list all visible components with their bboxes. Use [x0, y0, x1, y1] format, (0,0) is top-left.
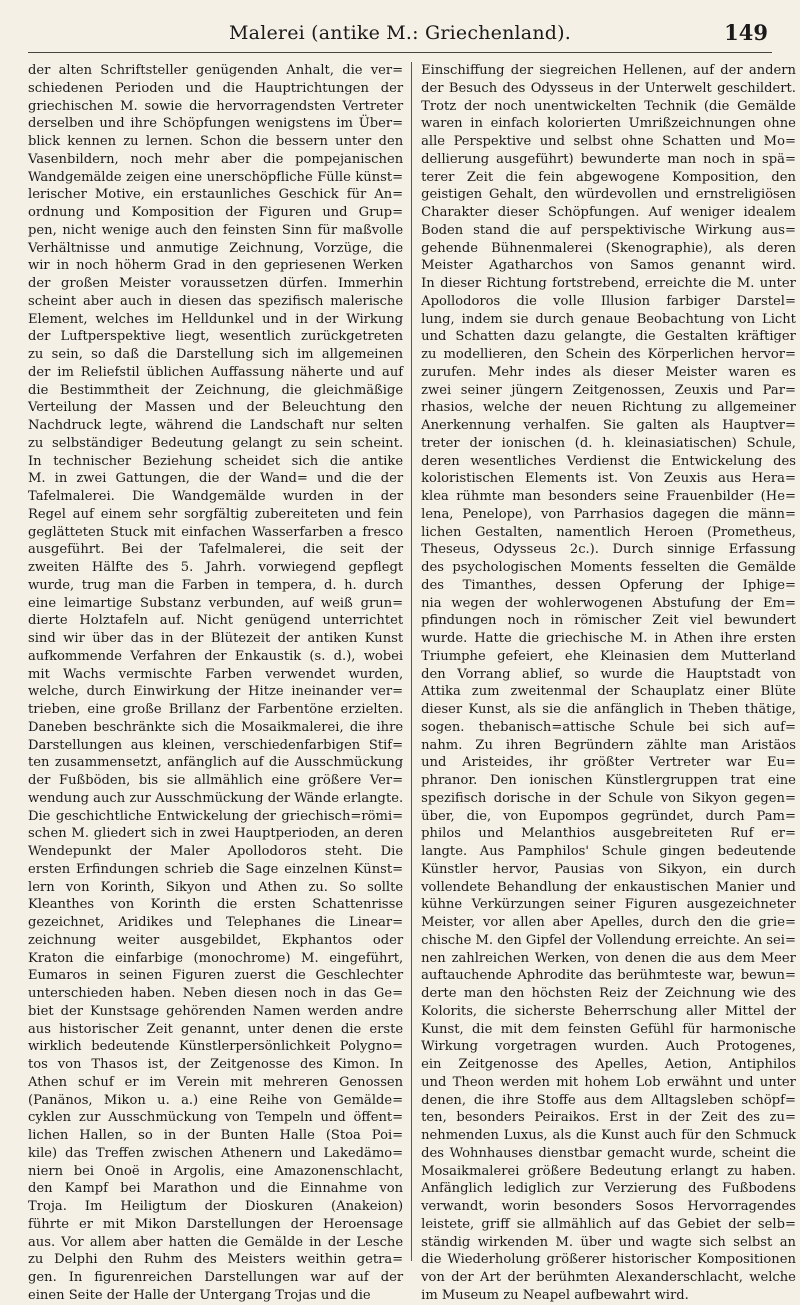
- text-line: nia wegen der wohlerwogenen Abstufung der Em=: [421, 595, 796, 611]
- text-line: der im Reliefstil üblichen Auffassung näherte und auf: [28, 364, 404, 380]
- text-line: Wandgemälde zeigen eine unerschöpfliche Fülle künst=: [28, 169, 404, 185]
- text-line: zwei seiner jüngern Zeitgenossen, Zeuxis und Par=: [421, 382, 796, 398]
- text-line: Anerkennung verhalfen. Sie galten als Hauptver=: [421, 418, 796, 433]
- text-line: Charakter dieser Schöpfungen. Auf weniger idealem: [421, 205, 796, 220]
- text-line: pen, nicht wenige auch den feinsten Sinn für maßvolle: [28, 222, 404, 238]
- text-line: des psychologischen Moments fesselten die Gemälde: [421, 560, 796, 575]
- text-line: die Wiederholung größerer historischer Kompositionen: [421, 1252, 796, 1268]
- text-line: des Wohnhauses dienstbar gemacht wurde, scheint die: [421, 1145, 796, 1161]
- text-line: Verhältnisse und anmutige Zeichnung, Vorzüge, die: [28, 240, 404, 256]
- text-line: alle Perspektive und selbst ohne Schatten und Mo=: [421, 134, 796, 149]
- text-line: blick kennen zu lernen. Schon die bessern unter den: [28, 134, 404, 149]
- text-line: rhasios, welche der neuen Richtung zu allgemeiner: [421, 400, 796, 416]
- text-line: lern von Korinth, Sikyon und Athen zu. So sollte: [28, 879, 404, 895]
- text-line: zweiten Hälfte des 5. Jahrh. vorwiegend gepflegt: [28, 560, 404, 575]
- text-line: derselben und ihre Schöpfungen wenigstens im Über=: [28, 116, 404, 132]
- text-line: sogen. thebanisch=attische Schule bei sich auf=: [421, 719, 796, 735]
- text-line: In dieser Richtung fortstrebend, erreichte die M. unter: [421, 276, 796, 291]
- text-line: schen M. gliedert sich in zwei Hauptperioden, an deren: [28, 826, 404, 842]
- text-line: Theseus, Odysseus 2c.). Durch sinnige Erfassung: [421, 542, 796, 558]
- text-line: biet der Kunstsage gehörenden Namen werden andre: [28, 1003, 404, 1019]
- text-line: kühne Verkürzungen seiner Figuren ausgezeichneter: [421, 897, 796, 913]
- text-line: terer Zeit die fein abgewogene Komposition, den: [421, 169, 796, 185]
- text-line: lung, indem sie durch genaue Beobachtung von Licht: [421, 311, 796, 327]
- text-line: die Bestimmtheit der Zeichnung, die gleichmäßige: [28, 382, 404, 398]
- text-line: leistete, griff sie allmählich auf das Gebiet der selb=: [421, 1216, 796, 1232]
- text-line: der großen Meister voraussetzen dürfen. Immerhin: [28, 276, 404, 291]
- text-line: des Timanthes, dessen Opferung der Iphige=: [421, 577, 796, 593]
- running-head: Malerei (antike M.: Griechenland).: [229, 22, 571, 44]
- text-columns: [28, 62, 796, 1303]
- text-line: Kleanthes von Korinth die ersten Schattenrisse: [28, 897, 404, 913]
- text-line: welche, durch Einwirkung der Hitze ineinander ver=: [28, 684, 404, 700]
- text-line: phranor. Den ionischen Künstlergruppen trat eine: [421, 773, 796, 788]
- text-line: ständig wirkenden M. über und wagte sich selbst an: [421, 1234, 796, 1250]
- text-line: schiedenen Perioden und die Hauptrichtungen der: [28, 80, 404, 96]
- text-line: Element, welches im Helldunkel und in der Wirkung: [28, 311, 404, 327]
- text-line: zu sein, so daß die Darstellung sich im allgemeinen: [28, 347, 404, 362]
- text-line: scheint aber auch in diesen das spezifisch malerische: [28, 293, 404, 309]
- text-line: gehende Bühnenmalerei (Skenographie), als deren: [421, 240, 796, 256]
- text-line: ten, besonders Peiraikos. Erst in der Zeit des zu=: [421, 1110, 796, 1126]
- text-line: dieser Kunst, als sie die anfänglich in Theben thätige,: [421, 702, 796, 717]
- text-line: der Luftperspektive liegt, wesentlich zurückgetreten: [28, 329, 404, 345]
- text-line: chische M. den Gipfel der Vollendung erreichte. An sei=: [421, 932, 796, 948]
- text-line: tos von Thasos ist, der Zeitgenosse des Kimon. In: [28, 1057, 404, 1072]
- text-line: Regel auf einem sehr sorgfältig zubereiteten und fein: [28, 506, 404, 522]
- text-line: wurde. Hatte die griechische M. in Athen ihre ersten: [421, 631, 796, 646]
- text-line: Künstler hervor, Pausias von Sikyon, ein durch: [421, 861, 796, 877]
- text-line: Die geschichtliche Entwickelung der griechisch=römi=: [28, 808, 404, 824]
- text-line: Daneben beschränkte sich die Mosaikmalerei, die ihre: [28, 719, 404, 735]
- text-line: Triumphe gefeiert, ehe Kleinasien dem Mutterland: [421, 648, 796, 664]
- text-line: der Fußböden, bis sie allmählich eine größere Ver=: [28, 773, 404, 788]
- text-line: wurde, trug man die Farben in tempera, d. h. durch: [28, 577, 404, 593]
- text-line: sind wir über das in der Blütezeit der antiken Kunst: [28, 631, 404, 646]
- text-line: Kunst, die mit dem feinsten Gefühl für harmonische: [421, 1021, 796, 1037]
- text-line: über, die, von Eupompos gegründet, durch Pam=: [421, 808, 796, 824]
- text-line: Kraton die einfarbige (monochrome) M. eingeführt,: [28, 950, 404, 966]
- text-line: derte man den höchsten Reiz der Zeichnung wie des: [421, 986, 796, 1001]
- text-line: einen Seite der Halle der Untergang Trojas und die: [28, 1287, 371, 1303]
- text-line: Mosaikmalerei größere Bedeutung erlangt zu haben.: [421, 1163, 796, 1179]
- text-line: lichen Hallen, so in der Bunten Halle (Stoa Poi=: [28, 1128, 404, 1143]
- text-line: dierte Holztafeln auf. Nicht genügend unterrichtet: [28, 613, 404, 629]
- text-line: Kolorits, die sicherste Beherrschung aller Mittel der: [421, 1003, 796, 1019]
- text-line: Eumaros in seinen Figuren zuerst die Geschlechter: [28, 968, 404, 984]
- text-line: Meister, vor allen aber Apelles, durch den die grie=: [421, 915, 796, 930]
- text-line: lichen Gestalten, namentlich Heroen (Prometheus,: [421, 524, 796, 540]
- text-line: Einschiffung der siegreichen Hellenen, auf der andern: [421, 63, 796, 78]
- text-line: mit Wachs vermischte Farben verwendet wurden,: [28, 666, 404, 682]
- page-number: 149: [724, 20, 768, 45]
- text-line: M. in zwei Gattungen, die der Wand= und die der: [28, 471, 404, 487]
- text-line: niern bei Onoë in Argolis, eine Amazonenschlacht,: [28, 1163, 404, 1179]
- text-line: ersten Erfindungen schrieb die Sage einzelnen Künst=: [28, 861, 404, 877]
- text-line: den Vorrang ablief, so wurde die Hauptstadt von: [421, 666, 796, 682]
- text-line: zu selbständiger Bedeutung gelangt zu sein scheint.: [28, 435, 404, 451]
- left-column: [28, 62, 411, 1303]
- text-line: aus historischer Zeit genannt, unter denen die erste: [28, 1021, 404, 1037]
- text-line: im Museum zu Neapel aufbewahrt wird.: [421, 1287, 689, 1303]
- text-line: trieben, eine große Brillanz der Farbentöne erzielten.: [28, 702, 404, 717]
- text-line: Tafelmalerei. Die Wandgemälde wurden in der: [28, 489, 404, 504]
- text-line: pfindungen noch in römischer Zeit viel bewundert: [421, 613, 796, 629]
- text-line: Attika zum zweitenmal der Schauplatz einer Blüte: [421, 684, 796, 700]
- text-line: wendung auch zur Ausschmückung der Wände erlangte.: [28, 790, 404, 806]
- text-line: und Theon werden mit hohem Lob erwähnt und unter: [421, 1074, 796, 1090]
- text-line: treter der ionischen (d. h. kleinasiatischen) Schule,: [421, 435, 796, 451]
- text-line: Trotz der noch unentwickelten Technik (die Gemälde: [421, 98, 796, 114]
- text-line: (Panänos, Mikon u. a.) eine Reihe von Gemälde=: [28, 1092, 404, 1108]
- text-line: denen, die ihre Stoffe aus dem Alltagsleben schöpf=: [421, 1092, 796, 1108]
- text-line: geistigen Gehalt, den würdevollen und ernstreligiösen: [421, 187, 796, 203]
- text-line: den Kampf bei Marathon und die Einnahme von: [28, 1181, 404, 1197]
- text-line: griechischen M. sowie die hervorragendsten Vertreter: [28, 98, 404, 114]
- text-line: Anfänglich lediglich zur Verzierung des Fußbodens: [421, 1181, 796, 1197]
- text-line: von der Art der berühmten Alexanderschlacht, welche: [421, 1270, 796, 1285]
- text-line: zu modellieren, den Schein des Körperlichen hervor=: [421, 347, 796, 362]
- text-line: ordnung und Komposition der Figuren und Grup=: [28, 205, 404, 220]
- text-line: nen zahlreichen Werken, von denen die aus dem Meer: [421, 950, 796, 966]
- text-line: zeichnung weiter ausgebildet, Ekphantos oder: [28, 932, 404, 948]
- text-line: nahm. Zu ihren Begründern zählte man Aristäos: [421, 737, 796, 753]
- text-line: auftauchende Aphrodite das berühmteste war, bewun=: [421, 968, 796, 984]
- text-line: führte er mit Mikon Darstellungen der Heroensage: [28, 1216, 404, 1232]
- text-line: philos und Melanthios ausgebreiteten Ruf er=: [421, 826, 796, 842]
- text-line: Verteilung der Massen und der Beleuchtung den: [28, 400, 404, 416]
- text-line: Meister Agatharchos von Samos genannt wird.: [421, 258, 796, 274]
- text-line: Wirkung vorgetragen wurden. Auch Protogenes,: [421, 1039, 796, 1055]
- text-line: dellierung ausgeführt) bewunderte man noch in spä=: [421, 151, 796, 167]
- text-line: zurufen. Mehr indes als dieser Meister waren es: [421, 364, 796, 380]
- text-line: und Schatten dazu gelangte, die Gestalten kräftiger: [421, 329, 796, 345]
- text-line: eine leimartige Substanz verbunden, auf weiß grun=: [28, 595, 404, 611]
- text-line: Wendepunkt der Maler Apollodoros steht. Die: [28, 844, 404, 859]
- text-line: gen. In figurenreichen Darstellungen war auf der: [28, 1270, 404, 1285]
- text-line: lerischer Motive, ein erstaunliches Geschick für An=: [28, 187, 404, 203]
- text-line: und Aristeides, ihr größter Vertreter war Eu=: [421, 755, 796, 771]
- text-line: der alten Schriftsteller genügenden Anhalt, die ver=: [28, 63, 404, 78]
- text-line: klea rühmte man besonders seine Frauenbilder (He=: [421, 489, 796, 504]
- text-line: geglätteten Stuck mit einfachen Wasserfarben a fresco: [28, 524, 404, 540]
- text-line: ten zusammensetzt, anfänglich auf die Ausschmückung: [28, 755, 404, 771]
- text-line: nehmenden Luxus, als die Kunst auch für den Schmuck: [421, 1128, 796, 1143]
- text-line: wirklich bedeutende Künstlerpersönlichkeit Polygno=: [28, 1039, 404, 1055]
- text-line: verwandt, worin besonders Sosos Hervorragendes: [421, 1199, 796, 1214]
- text-line: ausgeführt. Bei der Tafelmalerei, die seit der: [28, 542, 404, 558]
- right-column: [412, 62, 796, 1303]
- text-line: langte. Aus Pamphilos' Schule gingen bedeutende: [421, 844, 796, 859]
- text-line: waren in einfach kolorierten Umrißzeichnungen ohne: [421, 116, 796, 132]
- text-line: cyklen zur Ausschmückung von Tempeln und öffent=: [28, 1110, 404, 1126]
- text-line: wir in noch höherm Grad in den gepriesenen Werken: [28, 258, 404, 274]
- text-line: aufkommende Verfahren der Enkaustik (s. d.), wobei: [28, 648, 404, 664]
- text-line: Apollodoros die volle Illusion farbiger Darstel=: [421, 293, 796, 309]
- text-line: der Besuch des Odysseus in der Unterwelt geschildert.: [421, 80, 796, 96]
- text-line: Nachdruck legte, während die Landschaft nur selten: [28, 418, 404, 433]
- text-line: koloristischen Elements ist. Von Zeuxis aus Hera=: [421, 471, 796, 487]
- text-line: Troja. Im Heiligtum der Dioskuren (Anakeion): [28, 1199, 404, 1214]
- text-line: In technischer Beziehung scheidet sich die antike: [28, 453, 404, 469]
- text-line: Vasenbildern, noch mehr aber die pompejanischen: [28, 151, 404, 167]
- text-line: Athen schuf er im Verein mit mehreren Genossen: [28, 1074, 404, 1090]
- text-line: kile) das Treffen zwischen Athenern und Lakedämo=: [28, 1145, 404, 1161]
- text-line: Darstellungen aus kleinen, verschiedenfarbigen Stif=: [28, 737, 404, 753]
- text-line: Boden stand die auf perspektivische Wirkung aus=: [421, 222, 796, 238]
- text-line: spezifisch dorische in der Schule von Sikyon gegen=: [421, 790, 796, 806]
- page-header: [28, 16, 772, 53]
- text-line: zu Delphi den Ruhm des Meisters weithin getra=: [28, 1252, 404, 1268]
- text-line: gezeichnet, Aridikes und Telephanes die Linear=: [28, 915, 404, 930]
- text-line: vollendete Behandlung der enkaustischen Manier und: [421, 879, 796, 895]
- text-line: ein Zeitgenosse des Apelles, Aetion, Antiphilos: [421, 1057, 796, 1072]
- text-line: unterschieden haben. Neben diesen noch in das Ge=: [28, 986, 404, 1001]
- text-line: lena, Penelope), von Parrhasios dagegen die männ=: [421, 506, 796, 522]
- text-line: deren wesentliches Verdienst die Entwickelung des: [421, 453, 796, 469]
- text-line: aus. Vor allem aber hatten die Gemälde in der Lesche: [28, 1234, 404, 1250]
